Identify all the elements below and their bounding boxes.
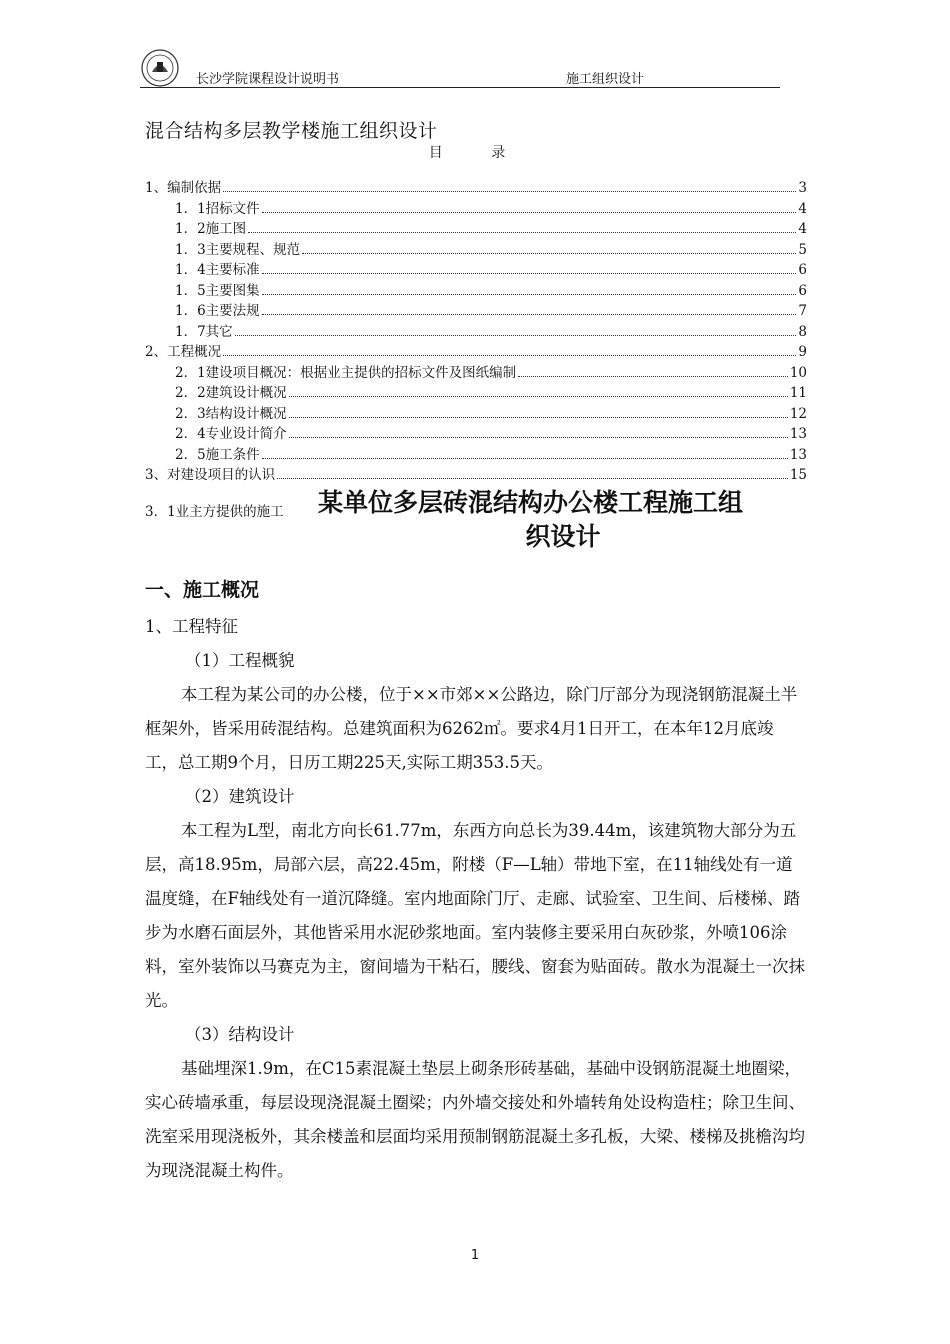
toc-entry-page: 11 bbox=[789, 385, 807, 401]
toc-dot-leader bbox=[277, 477, 788, 479]
toc-entry-label: 1．1招标文件 bbox=[175, 200, 260, 217]
item-heading: 1、工程特征 bbox=[145, 617, 238, 636]
toc-entry[interactable] bbox=[145, 301, 807, 322]
sub-heading-architecture: （2）建筑设计 bbox=[185, 787, 295, 806]
toc-entry[interactable] bbox=[145, 281, 807, 302]
school-logo-icon bbox=[140, 48, 180, 88]
page-number: 1 bbox=[470, 1248, 480, 1263]
toc-heading: 目 录 bbox=[428, 145, 528, 161]
toc-entry-page: 10 bbox=[789, 364, 807, 381]
sub-heading-structure: （3）结构设计 bbox=[185, 1025, 295, 1044]
toc-entry-label: 2．2建筑设计概况 bbox=[175, 385, 287, 401]
toc-entry-page: 3 bbox=[798, 180, 807, 196]
toc-entry-page: 5 bbox=[798, 241, 807, 258]
toc-entry[interactable] bbox=[145, 445, 807, 466]
paragraph-overview: 本工程为某公司的办公楼，位于××市郊××公路边，除门厅部分为现浇钢筋混凝土半框架外，皆采用砖混结构。总建筑面积为6262㎡。要求4月1日开工，在本年12月底竣工，总工期9个月，日历工期225天,实际工期353.5天。 bbox=[145, 685, 798, 772]
toc-entry-page: 9 bbox=[798, 344, 807, 360]
toc-dot-leader bbox=[223, 190, 796, 192]
toc-entry[interactable] bbox=[145, 342, 807, 363]
toc-entry-page: 7 bbox=[798, 303, 807, 319]
paragraph-architecture: 本工程为L型，南北方向长61.77m，东西方向总长为39.44m，该建筑物大部分为五层，高18.95m，局部六层，高22.45m，附楼（F—L轴）带地下室，在11轴线处有一道温度缝，在F轴线处有一道沉降缝。室内地面除门厅、走廊、试验室、卫生间、后楼梯、踏步为水磨石面层外，其他皆采用水泥砂浆地面。室内装修主要采用白灰砂浆，外喷106涂料，室外装饰以马赛克为主，窗间墙为干粘石，腰线、窗套为贴面砖。散水为混凝土一次抹光。 bbox=[145, 821, 805, 1010]
toc-entry-label: 2．4专业设计简介 bbox=[175, 426, 287, 442]
toc-dot-leader bbox=[262, 272, 797, 274]
toc-entry-page: 4 bbox=[798, 221, 807, 237]
toc-dot-leader bbox=[223, 354, 796, 356]
toc-entry[interactable] bbox=[145, 424, 807, 445]
toc-entry[interactable] bbox=[145, 178, 807, 199]
toc-dot-leader bbox=[262, 313, 797, 315]
section-body bbox=[145, 610, 805, 1188]
toc-entry-label: 1．6主要法规 bbox=[175, 303, 260, 319]
main-title bbox=[318, 486, 808, 554]
toc-entry-page: 6 bbox=[798, 262, 807, 278]
toc-entry-label: 1．3主要规程、规范 bbox=[175, 241, 301, 258]
toc-entry-page: 6 bbox=[798, 282, 807, 299]
toc-entry-label: 3、对建设项目的认识 bbox=[145, 467, 276, 483]
sub-heading-overview: （1）工程概貌 bbox=[185, 651, 295, 670]
toc-entry-page: 4 bbox=[798, 200, 807, 217]
toc-entry-label: 1．2施工图 bbox=[175, 221, 247, 237]
toc-entry[interactable] bbox=[145, 260, 807, 281]
toc-dot-leader bbox=[518, 375, 788, 377]
doc-title: 混合结构多层教学楼施工组织设计 bbox=[145, 120, 438, 142]
toc-entry-page: 13 bbox=[789, 446, 807, 463]
toc-entry[interactable] bbox=[145, 363, 807, 384]
toc-entry[interactable] bbox=[145, 219, 807, 240]
toc-entry[interactable] bbox=[145, 199, 807, 220]
toc-entry[interactable] bbox=[145, 465, 807, 486]
header-doc-type: 施工组织设计 bbox=[566, 72, 645, 87]
toc-entry-label: 2、工程概况 bbox=[145, 344, 222, 360]
header-rule bbox=[140, 87, 780, 88]
toc-dot-leader bbox=[289, 395, 788, 397]
section-heading: 一、施工概况 bbox=[145, 579, 260, 601]
toc-entry-label: 1．7其它 bbox=[175, 323, 233, 340]
toc-dot-leader bbox=[289, 416, 788, 418]
toc-entry-label: 1．5主要图集 bbox=[175, 282, 260, 299]
toc-entry-label: 1、编制依据 bbox=[145, 180, 222, 196]
toc-entry-label: 2．5施工条件 bbox=[175, 446, 260, 463]
toc-dot-leader bbox=[262, 457, 788, 459]
toc-dot-leader bbox=[289, 436, 788, 438]
toc-dot-leader bbox=[248, 231, 796, 233]
toc-entry-page: 12 bbox=[789, 405, 807, 422]
toc-entry[interactable] bbox=[145, 383, 807, 404]
paragraph-structure: 基础埋深1.9m，在C15素混凝土垫层上砌条形砖基础，基础中设钢筋混凝土地圈梁，实心砖墙承重，每层设现浇混凝土圈梁；内外墙交接处和外墙转角处设构造柱；除卫生间、洗室采用现浇板外，其余楼盖和层面均采用预制钢筋混凝土多孔板，大梁、楼梯及挑檐沟均为现浇混凝土构件。 bbox=[145, 1059, 805, 1180]
toc-dot-leader bbox=[302, 252, 796, 254]
page-header bbox=[140, 44, 780, 88]
toc-dot-leader bbox=[262, 293, 797, 295]
toc-entry-page: 15 bbox=[789, 467, 807, 483]
toc-dot-leader bbox=[262, 211, 797, 213]
toc-entry-label: 1．4主要标准 bbox=[175, 262, 260, 278]
toc-entry[interactable] bbox=[145, 322, 807, 343]
toc-entry-page: 8 bbox=[798, 323, 807, 340]
toc-entry-page: 13 bbox=[789, 426, 807, 442]
main-title-line-1: 某单位多层砖混结构办公楼工程施工组 bbox=[318, 488, 744, 517]
main-title-line-2: 织设计 bbox=[525, 522, 601, 551]
toc-entry[interactable] bbox=[145, 240, 807, 261]
header-school-name: 长沙学院课程设计说明书 bbox=[196, 72, 340, 87]
toc-entry[interactable] bbox=[145, 404, 807, 425]
toc-partial-entry: 3．1业主方提供的施工 bbox=[145, 504, 284, 520]
toc-entry-label: 2．1建设项目概况：根据业主提供的招标文件及图纸编制 bbox=[175, 364, 517, 381]
table-of-contents bbox=[145, 178, 807, 486]
toc-dot-leader bbox=[235, 334, 797, 336]
toc-entry-label: 2．3结构设计概况 bbox=[175, 405, 287, 422]
